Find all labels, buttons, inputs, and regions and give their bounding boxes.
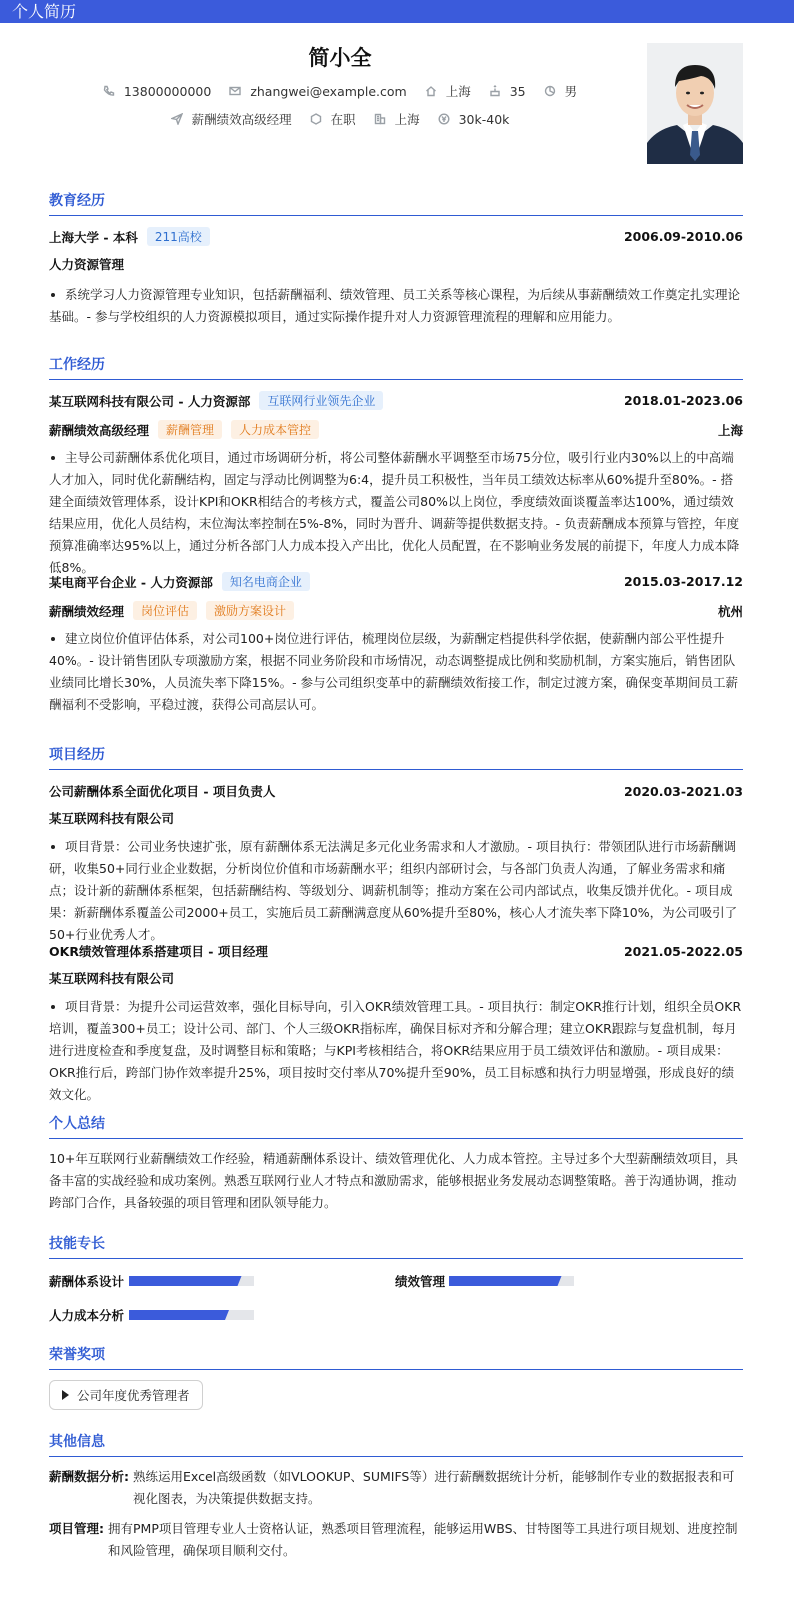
skill-bar xyxy=(449,1276,574,1286)
work-desc-text: 主导公司薪酬体系优化项目，通过市场调研分析，将公司整体薪酬水平调整至市场75分位，吸引行业内30%以上的中高端人才加入，同时优化薪酬结构，固定与浮动比例调整为6:4，提升员工积极性，当年员工绩效达标率从60%提升至80%。- 搭建全面绩效管理体系，设计KPI和OKR相结合的考核方式，覆盖公司80%以上岗位，季度绩效面谈覆盖率达100%，通过绩效结果应用，优化人员结构，末位淘汰率控制在5%-8%，同时为晋升、调薪等提供数据支持。- 负责薪酬成本预算与管控，年度预算准确率达95%以上，通过分析各部门人力成本投入产出比，优化人员配置，在不影响业务发展的前提下，年度人力成本降低8%。 xyxy=(49,450,740,575)
work-role: 薪酬绩效高级经理 xyxy=(49,422,150,438)
project-desc-text: 项目背景：公司业务快速扩张，原有薪酬体系无法满足多元化业务需求和人才激励。- 项目执行：带领团队进行市场薪酬调研，收集50+同行业企业数据，分析岗位价值和市场薪酬水平；组织内部研讨会，与各部门负责人沟通，了解业务需求和痛点；设计新的薪酬体系框架，包括薪酬结构、等级划分、调薪机制等；推动方案在公司内部试点，收集反馈并优化。- 项目成果：新薪酬体系覆盖公司2000+员工，实施后员工薪酬满意度从60%提升至80%，核心人才流失率下降10%，为公司吸引了50+行业优秀人才。 xyxy=(49,839,738,942)
building-icon xyxy=(374,113,386,125)
bullet-dot xyxy=(51,1005,55,1009)
send-icon xyxy=(171,113,183,125)
triangle-right-icon xyxy=(62,1390,69,1400)
skill-name: 绩效管理 xyxy=(395,1274,446,1289)
role-tag: 人力成本管控 xyxy=(231,420,319,439)
phone-icon xyxy=(103,85,115,97)
school-tag: 211高校 xyxy=(147,227,210,246)
section-title-education: 教育经历 xyxy=(49,190,743,216)
gender-icon xyxy=(544,85,556,97)
bullet-dot xyxy=(51,293,55,297)
contact-location xyxy=(425,82,471,100)
section-title-skills: 技能专长 xyxy=(49,1233,743,1259)
project-desc-1 xyxy=(49,836,743,946)
phone-text: 13800000000 xyxy=(123,83,212,99)
work-city: 杭州 xyxy=(717,603,743,619)
work-role: 薪酬绩效经理 xyxy=(49,603,125,619)
project-company: 某互联网科技有限公司 xyxy=(49,811,175,826)
position-text: 薪酬绩效高级经理 xyxy=(191,112,292,127)
contact-gender xyxy=(544,82,578,100)
job-status xyxy=(310,110,356,128)
location-text: 上海 xyxy=(445,84,471,99)
status-icon xyxy=(310,113,322,125)
work-role-row-2 xyxy=(49,601,743,620)
section-title-project: 项目经历 xyxy=(49,744,743,770)
job-row xyxy=(0,110,680,128)
contact-row xyxy=(0,82,680,100)
education-date: 2006.09-2010.06 xyxy=(623,229,743,244)
skill-bar xyxy=(129,1310,254,1320)
work-city: 上海 xyxy=(717,422,743,438)
project-desc-text: 项目背景：为提升公司运营效率，强化目标导向，引入OKR绩效管理工具。- 项目执行：制定OKR推行计划，组织全员OKR培训，覆盖300+员工；设计公司、部门、个人三级OKR指标库，确保目标对齐和分解合理；建立OKR跟踪与复盘机制，每月进行进度检查和季度复盘，及时调整目标和策略；与KPI考核相结合，将OKR结果应用于员工绩效评估和激励。- 项目成果：OKR推行后，跨部门协作效率提升25%，项目按时交付率从70%提升至90%，员工目标感和执行力明显增强，形成良好的绩效文化。 xyxy=(49,999,742,1102)
summary-text: 10+年互联网行业薪酬绩效工作经验，精通薪酬体系设计、绩效管理优化、人力成本管控。主导过多个大型薪酬绩效项目，具备丰富的实战经验和成功案例。熟悉互联网行业人才特点和激励需求，能够根据业务发展动态调整策略。善于沟通协调，推动跨部门合作，具备较强的项目管理和团队领导能力。 xyxy=(49,1151,738,1210)
other-key: 项目管理: xyxy=(49,1521,104,1536)
education-desc-text: 系统学习人力资源管理专业知识，包括薪酬福利、绩效管理、员工关系等核心课程，为后续从事薪酬绩效工作奠定扎实理论基础。- 参与学校组织的人力资源模拟项目，通过实际操作提升对人力资源管理流程的理解和应用能力。 xyxy=(49,287,741,324)
skill-item xyxy=(395,1272,574,1290)
project-entry-head-2 xyxy=(49,942,743,960)
mail-icon xyxy=(229,85,241,97)
skill-bar-fill xyxy=(449,1276,562,1286)
education-desc xyxy=(49,284,743,328)
other-item xyxy=(49,1518,743,1562)
project-entry-head-1 xyxy=(49,782,743,800)
top-bar-title: 个人简历 xyxy=(0,0,794,23)
contact-email xyxy=(229,84,406,99)
work-date: 2018.01-2023.06 xyxy=(623,393,743,408)
city-text: 上海 xyxy=(394,112,420,127)
other-value: 熟练运用Excel高级函数（如VLOOKUP、SUMIFS等）进行薪酬数据统计分析，能够制作专业的数据报表和可视化图表，为决策提供数据支持。 xyxy=(133,1469,735,1506)
candidate-name: 简小全 xyxy=(308,46,372,70)
bullet-dot xyxy=(51,845,55,849)
work-company: 某电商平台企业 - 人力资源部 xyxy=(49,574,213,590)
project-name: OKR绩效管理体系搭建项目 - 项目经理 xyxy=(49,944,268,959)
salary-icon xyxy=(438,113,450,125)
education-major: 人力资源管理 xyxy=(49,257,125,272)
status-text: 在职 xyxy=(330,112,356,127)
work-desc-text: 建立岗位价值评估体系，对公司100+岗位进行评估，梳理岗位层级，为薪酬定档提供科学依据，使薪酬内部公平性提升40%。- 设计销售团队专项激励方案，根据不同业务阶段和市场情况，动态调整提成比例和奖励机制，方案实施后，销售团队业绩同比增长30%，人员流失率下降15%。- 参与公司组织变革中的薪酬绩效衔接工作，制定过渡方案，确保变革期间员工薪酬福利不受影响，平稳过渡，获得公司高层认可。 xyxy=(49,631,739,712)
project-date: 2021.05-2022.05 xyxy=(623,943,743,959)
work-desc-1 xyxy=(49,447,743,579)
skill-bar-fill xyxy=(129,1276,242,1286)
project-desc-2 xyxy=(49,996,743,1106)
section-title-awards: 荣誉奖项 xyxy=(49,1344,743,1370)
school-name: 上海大学 - 本科 xyxy=(49,229,138,245)
contact-phone xyxy=(103,84,211,99)
other-key: 薪酬数据分析: xyxy=(49,1469,129,1484)
contact-age xyxy=(489,84,526,99)
other-item xyxy=(49,1466,743,1510)
gender-text: 男 xyxy=(564,84,578,99)
work-role-row-1 xyxy=(49,420,743,439)
role-tag: 激励方案设计 xyxy=(206,601,294,620)
skill-name: 人力成本分析 xyxy=(49,1308,125,1323)
work-desc-2 xyxy=(49,628,743,716)
skill-name: 薪酬体系设计 xyxy=(49,1274,125,1289)
age-text: 35 xyxy=(509,83,526,99)
bullet-dot xyxy=(51,456,55,460)
company-tag: 互联网行业领先企业 xyxy=(259,391,383,410)
skill-bar-fill xyxy=(129,1310,229,1320)
project-name: 公司薪酬体系全面优化项目 - 项目负责人 xyxy=(49,784,276,799)
project-company: 某互联网科技有限公司 xyxy=(49,971,175,986)
profile-photo xyxy=(647,43,743,164)
home-icon xyxy=(425,85,437,97)
age-icon xyxy=(489,85,501,97)
other-value: 拥有PMP项目管理专业人士资格认证，熟悉项目管理流程，能够运用WBS、甘特图等工具进行项目规划、进度控制和风险管理，确保项目顺利交付。 xyxy=(108,1521,738,1558)
skill-item xyxy=(49,1306,254,1324)
work-date: 2015.03-2017.12 xyxy=(623,574,743,589)
work-entry-head-2 xyxy=(49,572,743,591)
job-salary xyxy=(438,112,510,127)
project-date: 2020.03-2021.03 xyxy=(623,783,743,799)
email-text: zhangwei@example.com xyxy=(250,83,407,99)
work-entry-head-1 xyxy=(49,391,743,410)
skill-bar xyxy=(129,1276,254,1286)
section-title-work: 工作经历 xyxy=(49,354,743,380)
role-tag: 岗位评估 xyxy=(133,601,197,620)
company-tag: 知名电商企业 xyxy=(222,572,310,591)
section-title-summary: 个人总结 xyxy=(49,1113,743,1139)
job-position xyxy=(171,110,292,128)
skill-item xyxy=(49,1272,254,1290)
award-item[interactable] xyxy=(49,1380,203,1410)
section-title-other: 其他信息 xyxy=(49,1431,743,1457)
role-tag: 薪酬管理 xyxy=(158,420,222,439)
award-text: 公司年度优秀管理者 xyxy=(77,1388,190,1403)
work-company: 某互联网科技有限公司 - 人力资源部 xyxy=(49,393,251,409)
education-entry-head xyxy=(49,227,743,246)
salary-text: 30k-40k xyxy=(458,111,510,127)
job-city xyxy=(374,110,420,128)
bullet-dot xyxy=(51,637,55,641)
